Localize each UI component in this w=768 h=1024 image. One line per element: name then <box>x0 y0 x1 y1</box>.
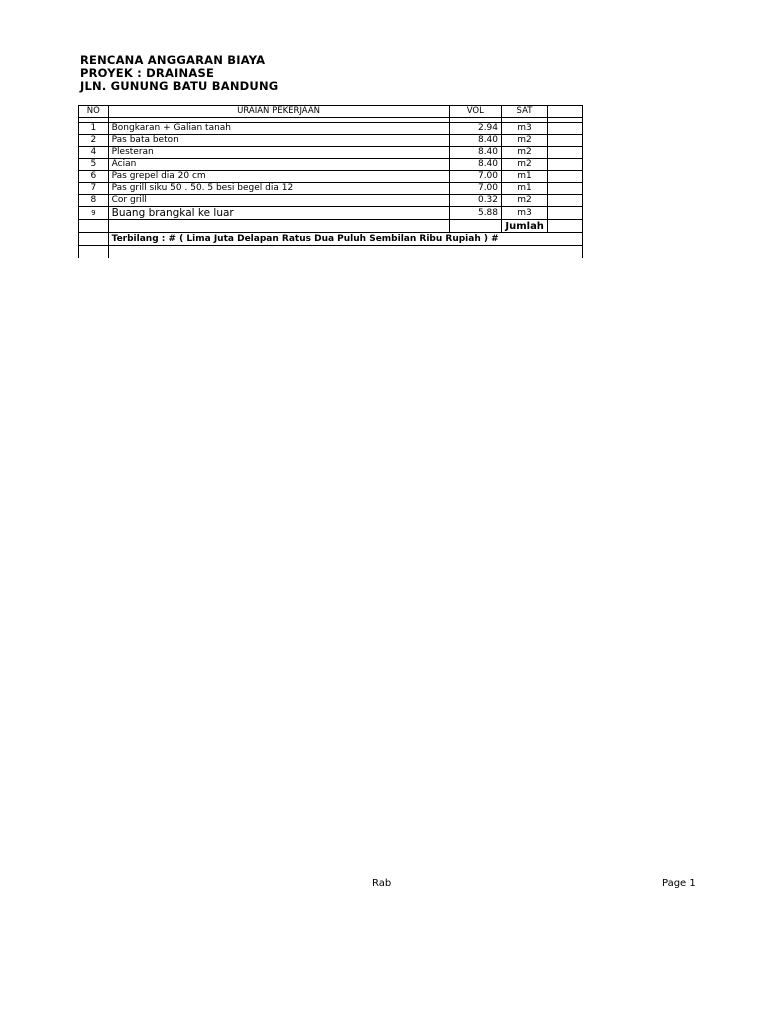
row-vol: 2.94 <box>449 123 501 135</box>
document-header <box>80 54 278 93</box>
column-header-extra <box>547 106 582 118</box>
row-sat: m2 <box>502 195 548 207</box>
column-header-vol: VOL <box>449 106 501 118</box>
rab-table <box>78 105 583 258</box>
row-vol: 0.32 <box>449 195 501 207</box>
row-sat: m1 <box>502 183 548 195</box>
row-uraian: Plesteran <box>108 147 449 159</box>
row-sat: m3 <box>502 123 548 135</box>
row-no: 6 <box>79 171 109 183</box>
row-uraian: Pas grill siku 50 . 50. 5 besi begel dia 12 <box>108 183 449 195</box>
row-vol: 5.88 <box>449 207 501 220</box>
row-vol: 8.40 <box>449 159 501 171</box>
row-no: 5 <box>79 159 109 171</box>
row-no: 1 <box>79 123 109 135</box>
row-uraian: Buang brangkal ke luar <box>108 207 449 220</box>
table-row <box>79 147 583 159</box>
table-row <box>79 195 583 207</box>
row-uraian: Cor grill <box>108 195 449 207</box>
row-no: 4 <box>79 147 109 159</box>
table-row <box>79 135 583 147</box>
terbilang-text: Terbilang : # ( Lima Juta Delapan Ratus Dua Puluh Sembilan Ribu Rupiah ) # <box>108 233 582 246</box>
column-header-uraian: URAIAN PEKERJAAN <box>108 106 449 118</box>
terbilang-row <box>79 233 583 246</box>
row-no: 9 <box>79 207 109 220</box>
empty-row <box>79 246 583 259</box>
footer-sheet-name: Rab <box>372 878 392 889</box>
column-header-sat: SAT <box>502 106 548 118</box>
table-row <box>79 123 583 135</box>
row-no: 2 <box>79 135 109 147</box>
jumlah-row <box>79 220 583 233</box>
row-uraian: Acian <box>108 159 449 171</box>
rab-sheet <box>78 105 583 258</box>
footer-page-number: Page 1 <box>662 878 696 889</box>
table-row <box>79 159 583 171</box>
row-sat: m2 <box>502 135 548 147</box>
row-uraian: Pas bata beton <box>108 135 449 147</box>
row-vol: 8.40 <box>449 147 501 159</box>
table-row <box>79 171 583 183</box>
row-vol: 8.40 <box>449 135 501 147</box>
row-sat: m2 <box>502 159 548 171</box>
row-sat: m2 <box>502 147 548 159</box>
row-no: 7 <box>79 183 109 195</box>
header-location: JLN. GUNUNG BATU BANDUNG <box>80 79 279 93</box>
row-vol: 7.00 <box>449 183 501 195</box>
table-header-row <box>79 106 583 118</box>
table-row <box>79 183 583 195</box>
row-uraian: Pas grepel dia 20 cm <box>108 171 449 183</box>
row-uraian: Bongkaran + Galian tanah <box>108 123 449 135</box>
header-title: RENCANA ANGGARAN BIAYA <box>80 53 266 67</box>
row-no: 8 <box>79 195 109 207</box>
row-sat: m1 <box>502 171 548 183</box>
jumlah-label: Jumlah <box>502 220 548 233</box>
table-row <box>79 207 583 220</box>
row-sat: m3 <box>502 207 548 220</box>
row-vol: 7.00 <box>449 171 501 183</box>
column-header-no: NO <box>79 106 109 118</box>
header-project: PROYEK : DRAINASE <box>80 66 214 80</box>
